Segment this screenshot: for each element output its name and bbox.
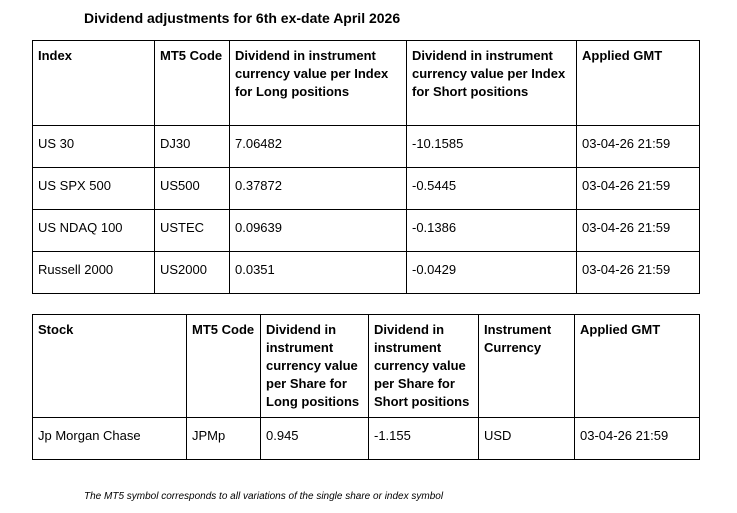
cell-index: US NDAQ 100 [33, 210, 155, 252]
table-row [33, 168, 700, 210]
cell-long-dividend: 0.945 [261, 418, 369, 460]
footnote: The MT5 symbol corresponds to all variations of the single share or index symbol [84, 491, 444, 502]
cell-index: Russell 2000 [33, 252, 155, 294]
table-row [33, 126, 700, 168]
column-header-long-dividend: Dividend in instrument currency value per Share for Long positions [261, 315, 369, 418]
column-header-applied-gmt: Applied GMT [575, 315, 700, 418]
cell-short-dividend: -0.1386 [407, 210, 577, 252]
table-row [33, 252, 700, 294]
cell-long-dividend: 0.37872 [230, 168, 407, 210]
cell-short-dividend: -0.5445 [407, 168, 577, 210]
cell-stock: Jp Morgan Chase [33, 418, 187, 460]
column-header-index: Index [33, 41, 155, 126]
cell-long-dividend: 0.09639 [230, 210, 407, 252]
column-header-short-dividend: Dividend in instrument currency value per Index for Short positions [407, 41, 577, 126]
cell-short-dividend: -10.1585 [407, 126, 577, 168]
cell-applied-gmt: 03-04-26 21:59 [577, 210, 700, 252]
cell-applied-gmt: 03-04-26 21:59 [577, 126, 700, 168]
cell-mt5-code: JPMp [187, 418, 261, 460]
column-header-short-dividend: Dividend in instrument currency value per Share for Short positions [369, 315, 479, 418]
cell-mt5-code: USTEC [155, 210, 230, 252]
cell-applied-gmt: 03-04-26 21:59 [575, 418, 700, 460]
cell-mt5-code: DJ30 [155, 126, 230, 168]
index-dividend-table [32, 40, 700, 294]
column-header-stock: Stock [33, 315, 187, 418]
cell-long-dividend: 7.06482 [230, 126, 407, 168]
cell-long-dividend: 0.0351 [230, 252, 407, 294]
cell-short-dividend: -0.0429 [407, 252, 577, 294]
column-header-mt5-code: MT5 Code [187, 315, 261, 418]
table-row [33, 210, 700, 252]
cell-applied-gmt: 03-04-26 21:59 [577, 252, 700, 294]
table-header-row [33, 315, 700, 418]
column-header-instrument-currency: Instrument Currency [479, 315, 575, 418]
cell-applied-gmt: 03-04-26 21:59 [577, 168, 700, 210]
table-header-row [33, 41, 700, 126]
cell-index: US SPX 500 [33, 168, 155, 210]
stock-dividend-table [32, 314, 700, 460]
cell-instrument-currency: USD [479, 418, 575, 460]
column-header-long-dividend: Dividend in instrument currency value per Index for Long positions [230, 41, 407, 126]
cell-mt5-code: US500 [155, 168, 230, 210]
page-title: Dividend adjustments for 6th ex-date April 2026 [84, 10, 401, 26]
cell-mt5-code: US2000 [155, 252, 230, 294]
column-header-applied-gmt: Applied GMT [577, 41, 700, 126]
cell-index: US 30 [33, 126, 155, 168]
table-row [33, 418, 700, 460]
column-header-mt5-code: MT5 Code [155, 41, 230, 126]
cell-short-dividend: -1.155 [369, 418, 479, 460]
